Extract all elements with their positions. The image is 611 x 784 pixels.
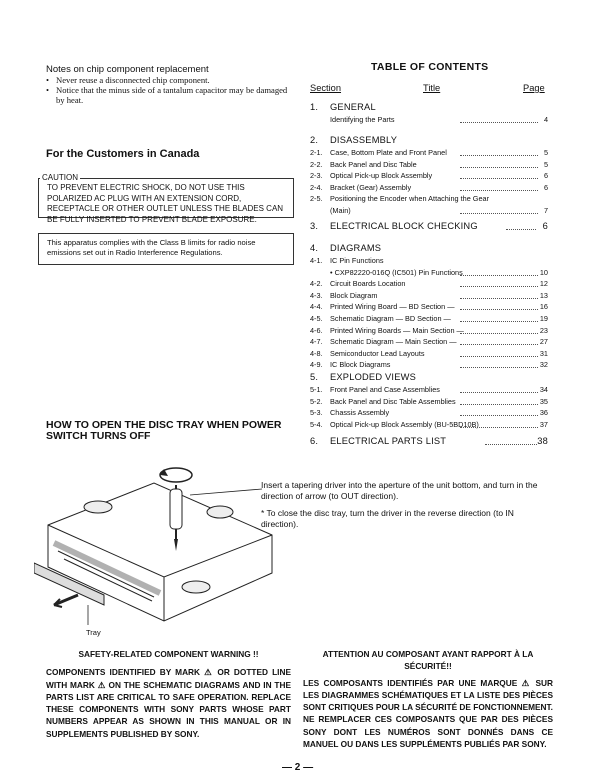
disc-tray-illustration	[34, 455, 284, 635]
toc-subsection-number: 4-3.	[310, 290, 323, 300]
howto-note: * To close the disc tray, turn the driver in the reverse direction (to IN direction).	[261, 508, 514, 529]
toc-page-number: 16	[539, 302, 548, 312]
toc-subsection-number: 2-1.	[310, 148, 323, 157]
toc-subsection-title: Schematic Diagram — BD Section —	[330, 314, 451, 323]
toc-page-number: 19	[539, 314, 548, 323]
toc-subsection-number: 4-4.	[310, 302, 323, 312]
page-number: — 2 —	[282, 762, 314, 773]
toc-subsection-title: • CXP82220-016Q (IC501) Pin Functions	[330, 267, 463, 277]
tray-label: Tray	[86, 628, 101, 637]
toc-page-number: 5	[543, 148, 548, 157]
toc-subsection-number: 4-5.	[310, 314, 323, 323]
toc-page-number: 10	[539, 267, 548, 277]
toc-subsection-title: Chassis Assembly	[330, 408, 390, 418]
toc-subsection-title: Circuit Boards Location	[330, 279, 406, 289]
toc-section-number: 3.	[310, 221, 319, 231]
toc-section-number: 2.	[310, 135, 319, 145]
toc-subsection-number: 5-1.	[310, 385, 323, 394]
toc-page-number: 36	[539, 408, 548, 418]
toc-page-number: 31	[539, 348, 548, 358]
toc-page-number: 38	[537, 436, 548, 446]
toc-page-number: 4	[543, 115, 548, 124]
toc-subsection-title: Back Panel and Disc Table	[330, 159, 417, 169]
toc-subsection-title: Back Panel and Disc Table Assemblies	[330, 396, 456, 406]
notes-list	[46, 75, 296, 105]
toc-section-number: 5.	[310, 372, 319, 382]
toc-section-number: 1.	[310, 102, 319, 112]
toc-subsection-number: 2-4.	[310, 182, 323, 192]
caution-text: TO PREVENT ELECTRIC SHOCK, DO NOT USE THIS POLARIZED AC PLUG WITH AN EXTENSION CORD, RECEPTACLE OR OTHER OUTLET UNLESS THE BLADES CAN BE FULLY INSERTED TO PREVENT BLADE EXPOSURE.	[47, 183, 284, 224]
toc-subsection-title: Printed Wiring Board — BD Section —	[330, 302, 455, 312]
toc-section-number: 6.	[310, 436, 319, 446]
toc-subsection-title: Identifying the Parts	[330, 115, 395, 124]
toc-subsection-number: 4-2.	[310, 279, 323, 289]
caution-box	[38, 178, 294, 224]
notes-title: Notes on chip component replacement	[46, 64, 209, 75]
toc-page-number: 6	[543, 182, 548, 192]
toc-subsection-number: 5-4.	[310, 419, 323, 429]
toc-page-number: 13	[539, 290, 548, 300]
toc-col-title: Title	[423, 83, 441, 93]
toc-subsection-title: Bracket (Gear) Assembly	[330, 182, 412, 192]
toc-section-title: GENERAL	[330, 102, 376, 112]
howto-heading: HOW TO OPEN THE DISC TRAY WHEN POWER SWITCH TURNS OFF	[46, 419, 282, 442]
fcc-text: This apparatus complies with the Class B limits for radio noise emissions set out in Radio Interference Regulations.	[47, 238, 256, 257]
toc-subsection-title: Block Diagram	[330, 290, 378, 300]
toc-page-number: 12	[539, 279, 548, 289]
toc-page-number: 6	[543, 171, 548, 181]
toc-subsection-title: Semiconductor Lead Layouts	[330, 348, 425, 358]
list-item: • Notice that the minus side of a tantalum capacitor may be damaged by heat.	[46, 85, 296, 105]
toc-subsection-number: 4-9.	[310, 360, 323, 370]
toc-page-number: 7	[543, 206, 548, 215]
toc-subsection-number: 4-8.	[310, 348, 323, 358]
safety-fr-body: LES COMPOSANTS IDENTIFIÉS PAR UNE MARQUE ⚠ SUR LES DIAGRAMMES SCHÉMATIQUES ET LA LISTE DES PIÈCES SONT CRITIQUES POUR LA SÉCURITÉ DE FONCTIONNEMENT. NE REMPLACER CES COMPOSANTS QUE PAR DES PIÈCES SONY DONT LES NUMÉROS SONT DONNÉS DANS CE MANUEL OU DANS LES SUPPLÉMENTS PUBLIÉS PAR SONY.	[303, 677, 553, 750]
safety-fr-title: ATTENTION AU COMPOSANT AYANT RAPPORT À LA SÉCURITÉ!!	[322, 649, 534, 672]
toc-subsection-title: Case, Bottom Plate and Front Panel	[330, 148, 447, 157]
toc-page-number: 5	[543, 159, 548, 169]
toc-section-title: ELECTRICAL BLOCK CHECKING	[330, 221, 478, 231]
toc-subsection-title: Positioning the Encoder when Attaching the Gear	[330, 194, 490, 204]
safety-en-body: COMPONENTS IDENTIFIED BY MARK ⚠ OR DOTTED LINE WITH MARK ⚠ ON THE SCHEMATIC DIAGRAMS AND IN THE PARTS LIST ARE CRITICAL TO SAFE OPERATION. REPLACE THESE COMPONENTS WITH SONY PARTS WHOSE PART NUMBERS APPEAR AS SHOWN IN THIS MANUAL OR IN SUPPLEMENTS PUBLISHED BY SONY.	[46, 667, 291, 739]
toc-page-number: 27	[539, 337, 548, 347]
toc-section-title: DISASSEMBLY	[330, 135, 398, 145]
toc-subsection-title: Printed Wiring Boards — Main Section —	[330, 325, 464, 335]
toc-subsection-number: 5-3.	[310, 408, 323, 418]
toc-section-title: ELECTRICAL PARTS LIST	[330, 436, 447, 446]
toc-subsection-title: Front Panel and Case Assemblies	[330, 385, 440, 394]
toc-section-title: EXPLODED VIEWS	[330, 372, 416, 382]
toc-section-number: 4.	[310, 243, 319, 253]
toc-subsection-title: (Main)	[330, 206, 351, 215]
toc-page-number: 34	[539, 385, 548, 394]
toc-col-section: Section	[310, 83, 342, 93]
toc-subsection-title: Optical Pick-up Block Assembly	[330, 171, 433, 181]
toc-subsection-title: IC Pin Functions	[330, 256, 384, 265]
fcc-notice-box	[38, 233, 294, 265]
toc-subsection-number: 4-1.	[310, 256, 323, 265]
toc-subsection-number: 2-2.	[310, 159, 323, 169]
toc-subsection-title: Optical Pick-up Block Assembly (BU-5BD10B)	[330, 419, 479, 429]
toc-subsection-title: Schematic Diagram — Main Section —	[330, 337, 457, 347]
toc-col-page: Page	[523, 83, 545, 93]
toc-subsection-number: 4-7.	[310, 337, 323, 347]
toc-subsection-number: 5-2.	[310, 396, 323, 406]
howto-instruction: Insert a tapering driver into the aperture of the unit bottom, and turn in the direction of arrow (to OUT direction).	[261, 480, 538, 501]
toc-page-number: 32	[539, 360, 548, 370]
safety-warning-fr	[303, 648, 553, 750]
toc-subsection-number: 2-5.	[310, 194, 323, 204]
toc-page-number: 35	[539, 396, 548, 406]
toc-page-number: 23	[539, 325, 548, 335]
safety-en-title: SAFETY-RELATED COMPONENT WARNING !!	[78, 649, 259, 659]
caution-label: CAUTION	[42, 173, 78, 182]
toc-subsection-number: 4-6.	[310, 325, 323, 335]
toc-subsection-number: 2-3.	[310, 171, 323, 181]
toc-page-number: 37	[539, 419, 548, 429]
safety-warning-en	[46, 648, 291, 740]
toc-page-number: 6	[542, 221, 548, 231]
canada-heading: For the Customers in Canada	[46, 148, 200, 160]
toc-title: TABLE OF CONTENTS	[371, 61, 489, 73]
list-item: • Never reuse a disconnected chip component.	[46, 75, 296, 85]
toc-section-title: DIAGRAMS	[330, 243, 382, 253]
toc-subsection-title: IC Block Diagrams	[330, 360, 391, 370]
